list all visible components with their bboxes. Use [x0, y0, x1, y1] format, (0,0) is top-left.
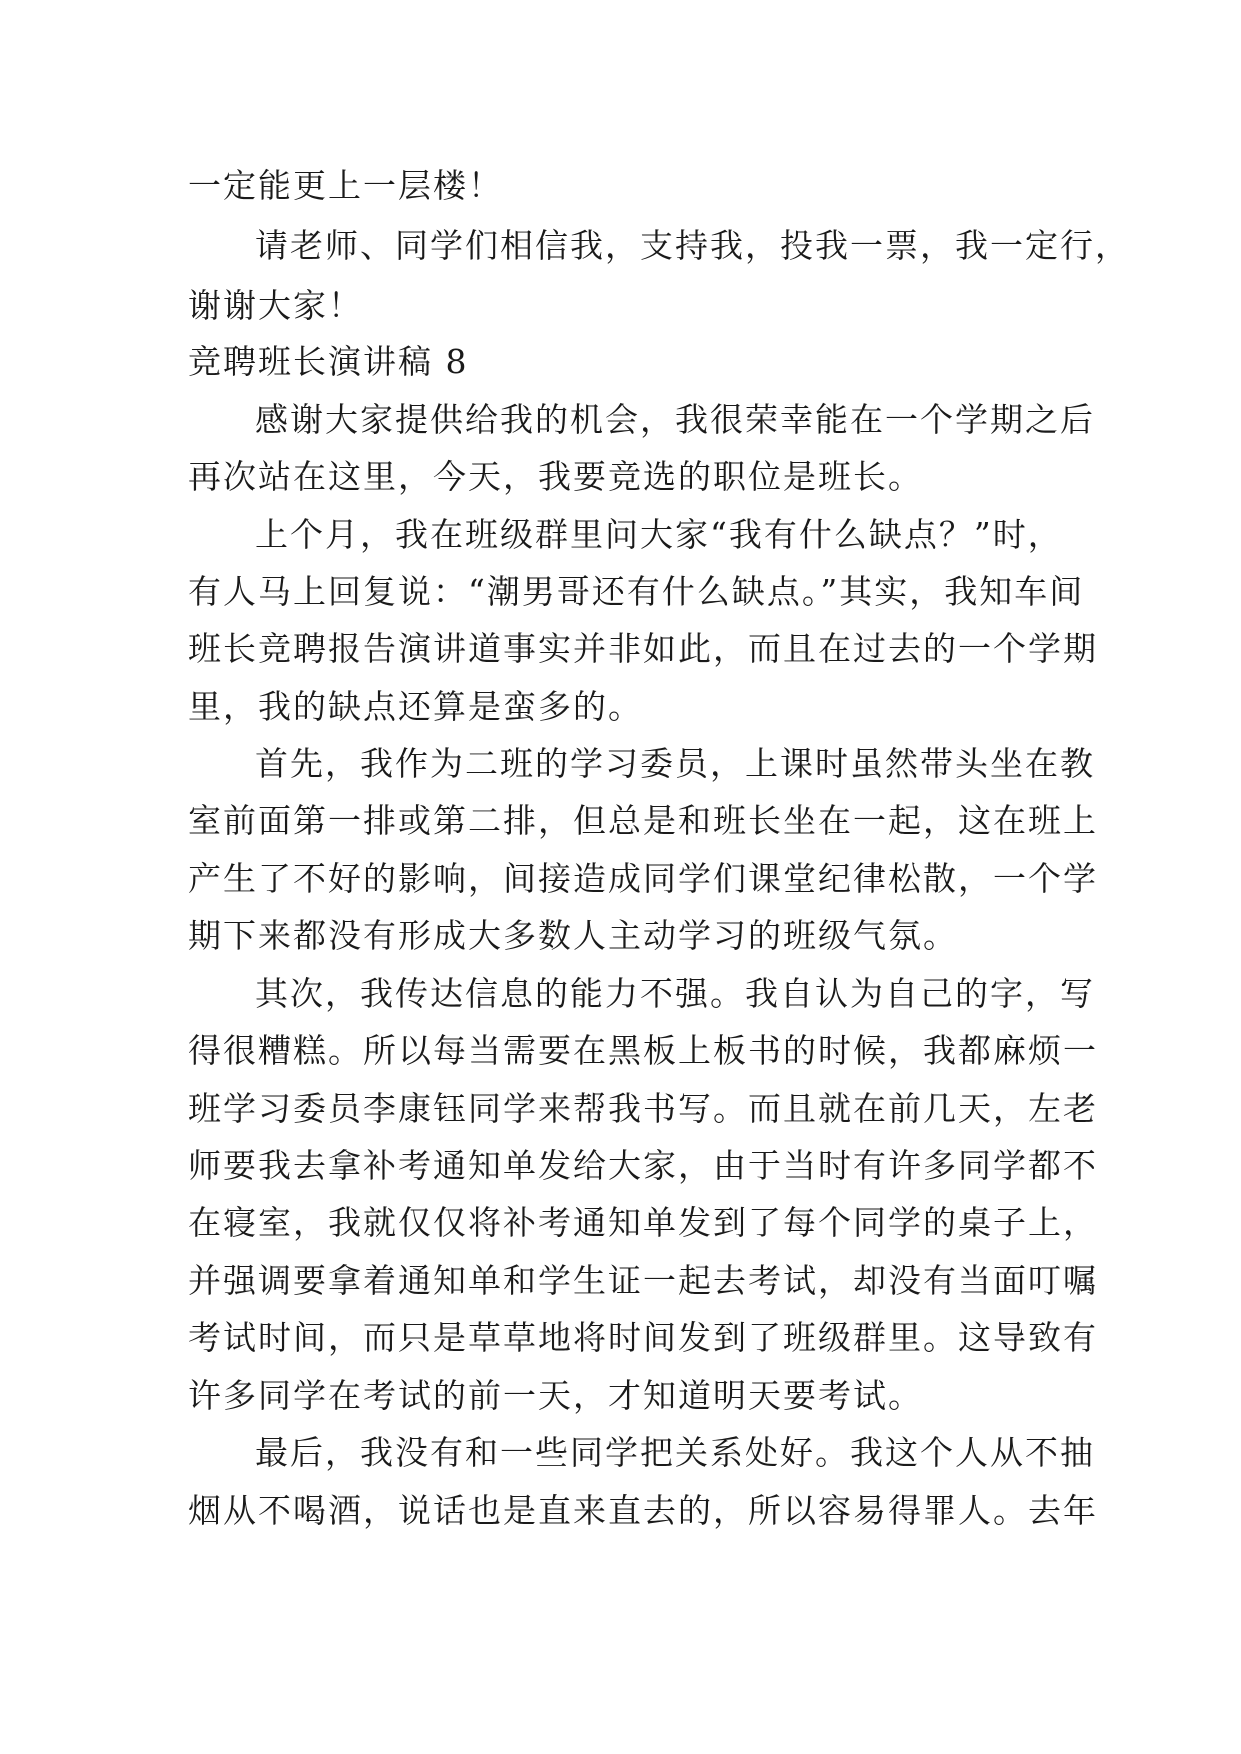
section-heading: 竞聘班长演讲稿 8	[188, 342, 469, 381]
text-line: 感谢大家提供给我的机会，我很荣幸能在一个学期之后	[255, 400, 1095, 439]
text-line: 谢谢大家！	[188, 286, 363, 325]
text-line: 请老师、同学们相信我，支持我，投我一票，我一定行，	[255, 226, 1130, 265]
text-line: 首先，我作为二班的学习委员，上课时虽然带头坐在教	[255, 744, 1095, 783]
text-line: 班长竞聘报告演讲道事实并非如此，而且在过去的一个学期	[188, 629, 1098, 668]
text-line: 一定能更上一层楼！	[188, 166, 503, 205]
text-line: 再次站在这里，今天，我要竞选的职位是班长。	[188, 457, 923, 496]
text-line: 考试时间，而只是草草地将时间发到了班级群里。这导致有	[188, 1318, 1098, 1357]
text-line: 烟从不喝酒，说话也是直来直去的，所以容易得罪人。去年	[188, 1491, 1098, 1530]
text-line: 产生了不好的影响，间接造成同学们课堂纪律松散，一个学	[188, 859, 1098, 898]
text-line: 有人马上回复说：“潮男哥还有什么缺点。”其实，我知车间	[188, 572, 1085, 611]
text-line: 许多同学在考试的前一天，才知道明天要考试。	[188, 1376, 923, 1415]
text-line: 上个月，我在班级群里问大家“我有什么缺点？”时，	[255, 515, 1063, 554]
text-line: 室前面第一排或第二排，但总是和班长坐在一起，这在班上	[188, 801, 1098, 840]
text-line: 其次，我传达信息的能力不强。我自认为自己的字，写	[255, 974, 1095, 1013]
text-line: 班学习委员李康钰同学来帮我书写。而且就在前几天，左老	[188, 1089, 1098, 1128]
text-line: 最后，我没有和一些同学把关系处好。我这个人从不抽	[255, 1433, 1095, 1472]
text-line: 里，我的缺点还算是蛮多的。	[188, 687, 643, 726]
text-line: 期下来都没有形成大多数人主动学习的班级气氛。	[188, 916, 958, 955]
text-line: 得很糟糕。所以每当需要在黑板上板书的时候，我都麻烦一	[188, 1031, 1098, 1070]
text-line: 师要我去拿补考通知单发给大家，由于当时有许多同学都不	[188, 1146, 1098, 1185]
text-line: 并强调要拿着通知单和学生证一起去考试，却没有当面叮嘱	[188, 1261, 1098, 1300]
text-line: 在寝室，我就仅仅将补考通知单发到了每个同学的桌子上，	[188, 1203, 1098, 1242]
